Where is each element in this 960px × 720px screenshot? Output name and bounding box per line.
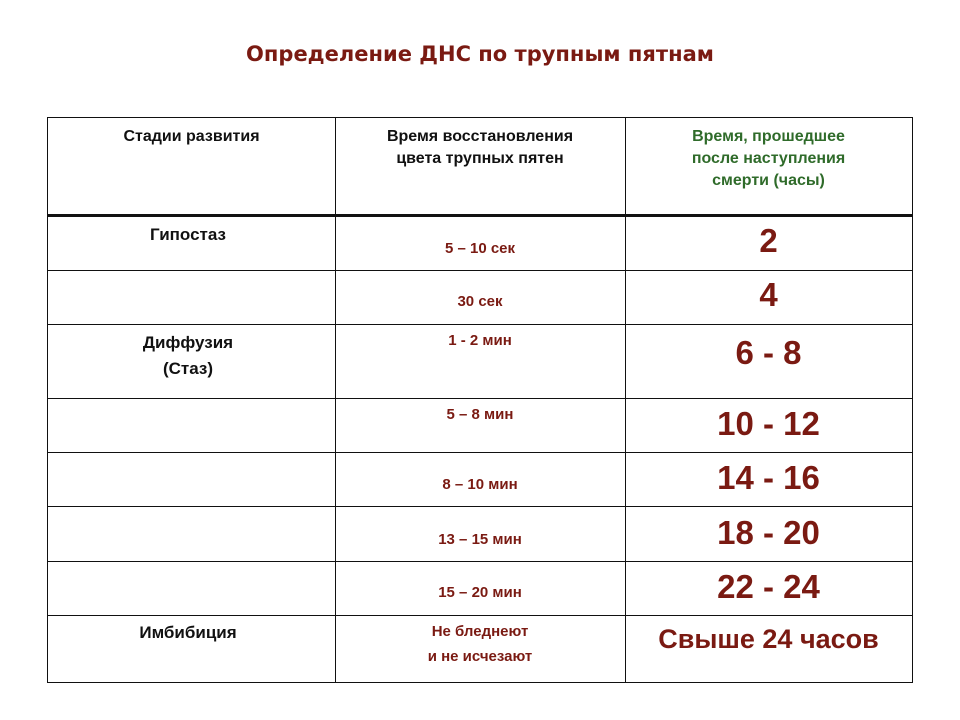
restore-time: 8 – 10 мин	[442, 476, 518, 493]
restore-time: 15 – 20 мин	[438, 584, 522, 601]
row-divider	[48, 270, 912, 271]
elapsed-hours: 14 - 16	[717, 459, 820, 496]
restore-time	[335, 619, 625, 669]
stage-diffusion-line1: Диффузия	[142, 333, 234, 352]
restore-time: 30 сек	[457, 293, 503, 310]
restore-time: 13 – 15 мин	[438, 531, 522, 548]
elapsed-hours: 10 - 12	[717, 405, 820, 442]
header-elapsed-line2: после наступления	[691, 150, 846, 167]
header-divider	[48, 214, 912, 217]
row-divider	[48, 506, 912, 507]
stage-hypostasis: Гипостаз	[150, 225, 226, 244]
stage-imbibition: Имбибиция	[139, 623, 237, 642]
row-divider	[48, 398, 912, 399]
restore-time: 1 - 2 мин	[448, 332, 512, 349]
header-elapsed-line3: смерти (часы)	[712, 172, 825, 189]
dns-table	[47, 117, 913, 683]
header-restore-line1: Время восстановления	[386, 128, 574, 145]
header-stages: Стадии развития	[123, 128, 260, 145]
row-divider	[48, 561, 912, 562]
row-divider	[48, 615, 912, 616]
elapsed-hours: 2	[759, 222, 778, 259]
header-elapsed-line1: Время, прошедшее	[692, 128, 845, 145]
row-divider	[48, 452, 912, 453]
restore-time: 5 – 10 сек	[444, 240, 516, 257]
restore-time: 5 – 8 мин	[446, 406, 514, 423]
restore-time-line1: Не бледнеют	[431, 623, 529, 640]
elapsed-hours: 22 - 24	[717, 568, 820, 605]
elapsed-hours: 18 - 20	[717, 514, 820, 551]
restore-time-line2: и не исчезают	[427, 648, 533, 665]
elapsed-hours: 4	[759, 276, 778, 313]
elapsed-hours: Свыше 24 часов	[658, 624, 879, 654]
elapsed-hours: 6 - 8	[735, 334, 802, 371]
page-title: Определение ДНС по трупным пятнам	[246, 42, 714, 66]
stage-diffusion	[48, 330, 328, 382]
row-divider	[48, 324, 912, 325]
stage-diffusion-line2: (Стаз)	[162, 359, 214, 378]
header-elapsed-time	[625, 126, 912, 192]
header-restore-time	[335, 126, 625, 170]
header-restore-line2: цвета трупных пятен	[396, 150, 564, 167]
